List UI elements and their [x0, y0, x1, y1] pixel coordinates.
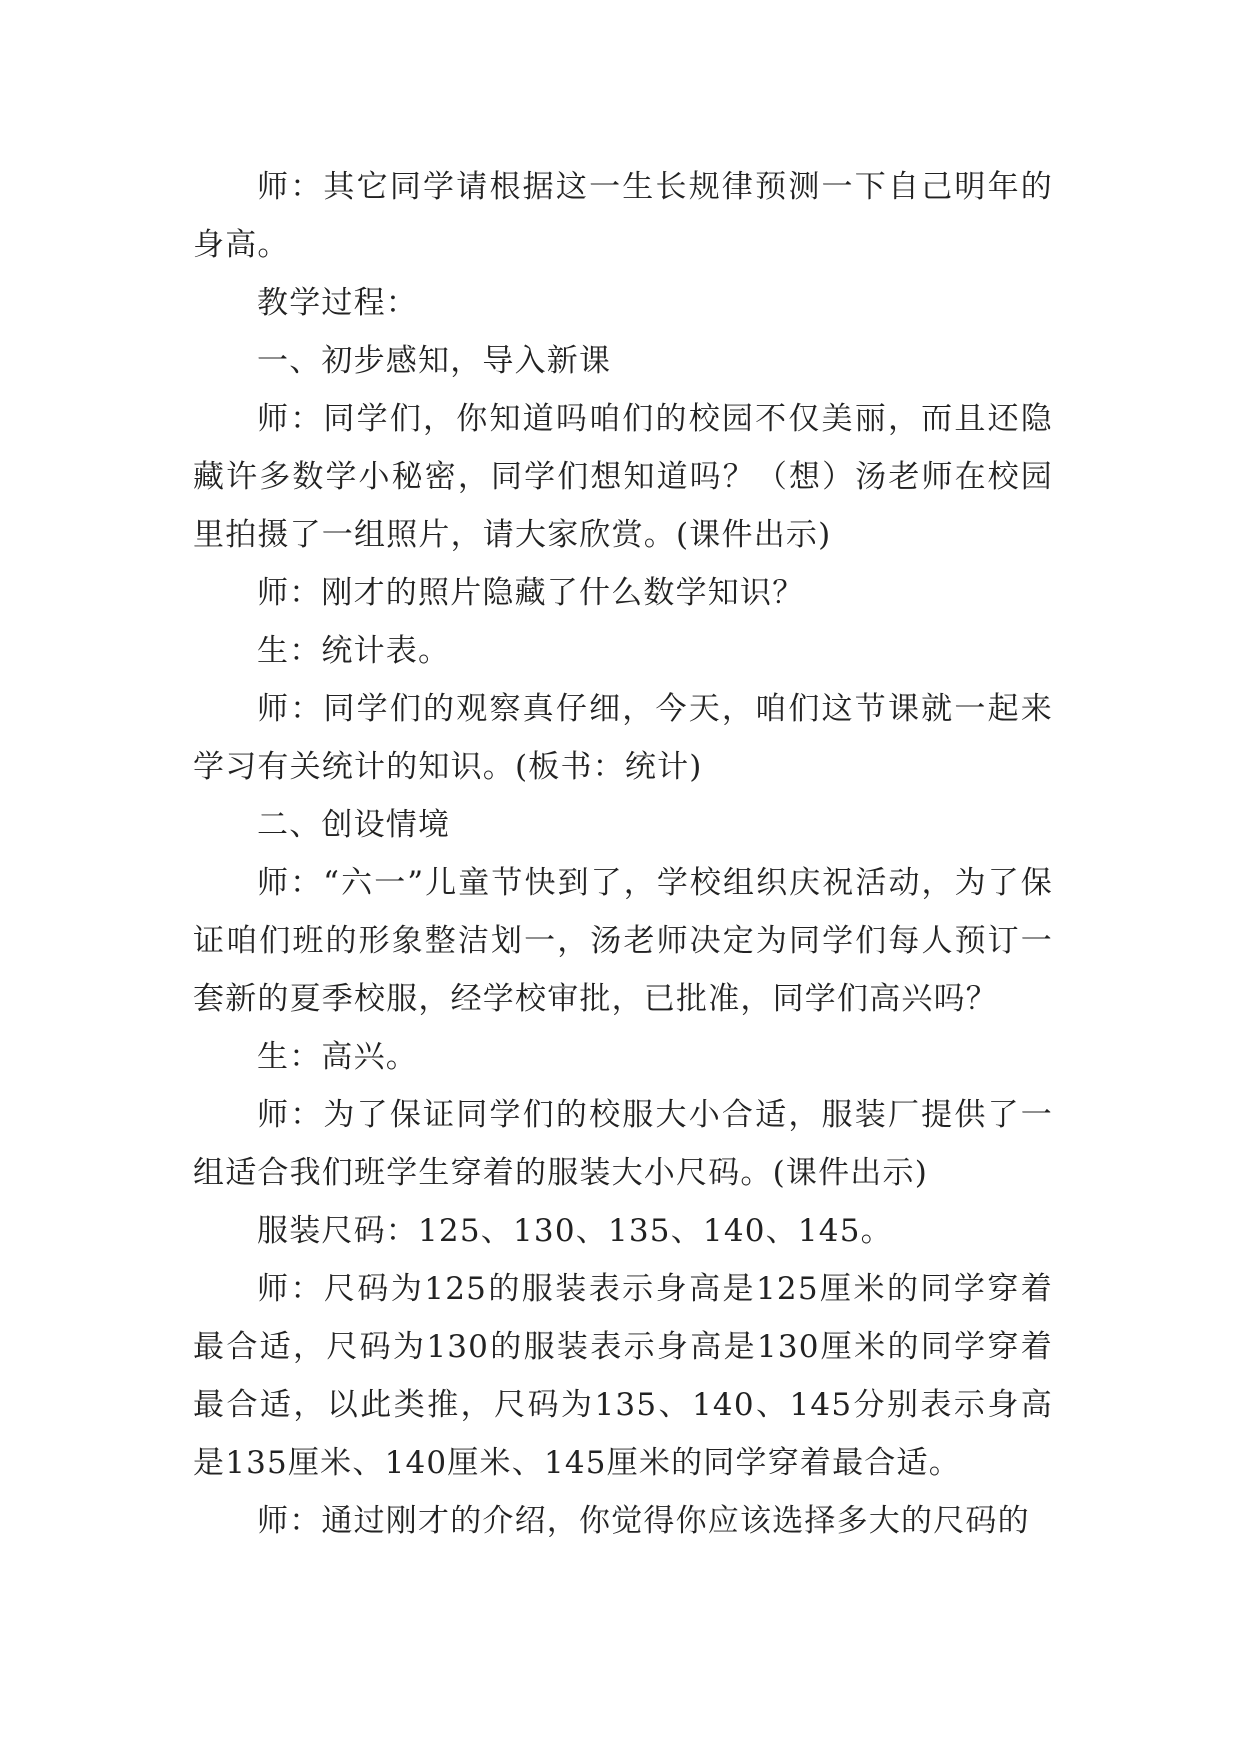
paragraph-2: 教学过程： [257, 285, 418, 321]
paragraph-4: 师：同学们，你知道吗咱们的校园不仅美丽，而且还隐藏许多数学小秘密，同学们想知道吗？（想）汤老师在校园里拍摄了一组照片，请大家欣赏。(课件出示) [193, 401, 1053, 553]
paragraph-11: 师：为了保证同学们的校服大小合适，服装厂提供了一组适合我们班学生穿着的服装大小尺码。(课件出示) [193, 1097, 1053, 1191]
paragraph-7: 师：同学们的观察真仔细，今天，咱们这节课就一起来学习有关统计的知识。(板书：统计) [193, 691, 1053, 785]
paragraph-14: 师：通过刚才的介绍，你觉得你应该选择多大的尺码的 [257, 1503, 1030, 1539]
paragraph-6: 生：统计表。 [257, 633, 451, 669]
paragraph-1: 师：其它同学请根据这一生长规律预测一下自己明年的身高。 [193, 169, 1053, 263]
paragraph-8: 二、创设情境 [257, 807, 451, 843]
paragraph-5: 师：刚才的照片隐藏了什么数学知识？ [257, 575, 805, 611]
paragraph-10: 生：高兴。 [257, 1039, 418, 1075]
paragraph-13: 师：尺码为125的服装表示身高是125厘米的同学穿着最合适，尺码为130的服装表示身高是130厘米的同学穿着最合适，以此类推，尺码为135、140、145分别表示身高是135厘米、140厘米、145厘米的同学穿着最合适。 [193, 1271, 1053, 1481]
document-body [193, 158, 1053, 1550]
paragraph-9: 师：“六一”儿童节快到了，学校组织庆祝活动，为了保证咱们班的形象整洁划一，汤老师决定为同学们每人预订一套新的夏季校服，经学校审批，已批准，同学们高兴吗？ [193, 865, 1053, 1017]
paragraph-12: 服装尺码：125、130、135、140、145。 [257, 1213, 893, 1249]
paragraph-3: 一、初步感知，导入新课 [257, 343, 612, 379]
